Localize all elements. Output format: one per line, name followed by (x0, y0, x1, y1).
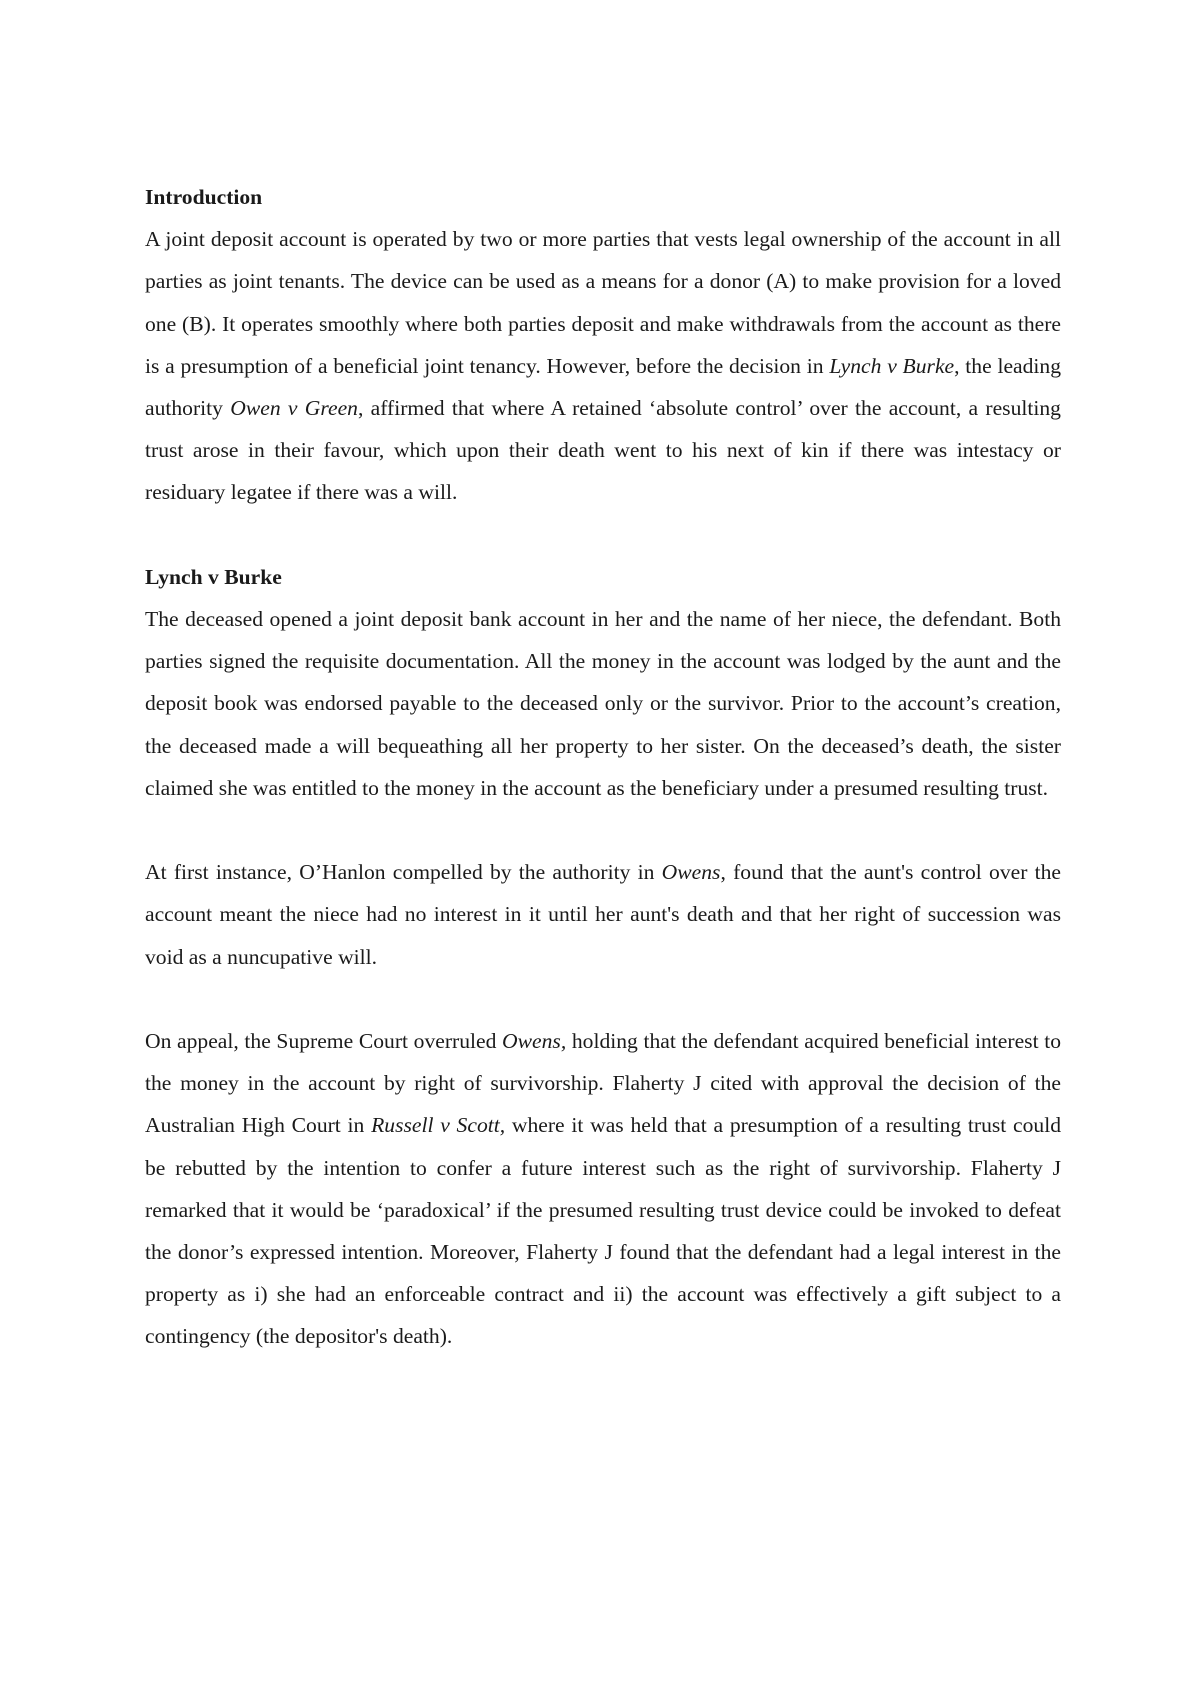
case-name-owens: Owens, (502, 1029, 567, 1054)
paragraph-first-instance (145, 851, 1061, 978)
text-run: holding that the defendant acquired beneficial interest to the money in the account by right of survivorship. Flaherty J cited with approval the decision of the Australian High Court in (145, 1029, 1062, 1138)
text-run: , affirmed that where A retained ‘absolute control’ over the account, a resulting trust arose in their favour, which upon their death went to his next of kin if there was intestacy or residuary legatee if there was a will. (145, 396, 1061, 505)
text-run: where it was held that a presumption of a resulting trust could be rebutted by the intention to confer a future interest such as the right of survivorship. Flaherty J remarked that it would be ‘paradoxical’ if the presumed resulting trust device could be invoked to defeat the donor’s expressed intention. Moreover, Flaherty J found that the defendant had a legal interest in the property as i) she had an enforceable contract and ii) the account was effectively a gift subject to a contingency (the depositor's death). (145, 1113, 1062, 1349)
text-run: At first instance, O’Hanlon compelled by the authority in (145, 860, 662, 885)
case-name-lynch-v-burke: Lynch v Burke (829, 353, 955, 378)
paragraph-appeal (145, 1020, 1061, 1358)
text-run: , found that the aunt's control over the account meant the niece had no interest in it until her aunt's death and that her right of succession was void as a nuncupative will. (145, 860, 1062, 969)
document-body (145, 176, 1061, 1358)
text-run: On appeal, the Supreme Court overruled (145, 1029, 503, 1054)
case-name-russell-v-scott: Russell v Scott, (371, 1113, 506, 1138)
paragraph-facts: The deceased opened a joint deposit bank account in her and the name of her niece, the defendant. Both parties signed the requisite documentation. All the money in the account was lodged by the aunt and the deposit book was endorsed payable to the deceased only or the survivor. Prior to the account’s creation, the deceased made a will bequeathing all her property to her sister. On the deceased’s death, the sister claimed she was entitled to the money in the account as the beneficiary under a presumed resulting trust. (145, 607, 1061, 800)
case-name-owens: Owens (661, 860, 721, 885)
paragraph-spacer (145, 978, 1061, 1020)
paragraph-spacer (145, 514, 1061, 556)
section-heading-introduction: Introduction (145, 185, 263, 209)
paragraph-spacer (145, 809, 1061, 851)
text-run: , the leading authority (145, 353, 1061, 421)
text-run: A joint deposit account is operated by two or more parties that vests legal ownership of the account in all parties as joint tenants. The device can be used as a means for a donor (A) to make provision for a loved one (B). It operates smoothly where both parties deposit and make withdrawals from the account as there is a presumption of a beneficial joint tenancy. However, before the decision in (145, 227, 1061, 378)
section-heading-lynch-v-burke: Lynch v Burke (145, 564, 282, 589)
case-name-owen-v-green: Owen v Green (230, 396, 358, 421)
paragraph-introduction (145, 218, 1061, 513)
